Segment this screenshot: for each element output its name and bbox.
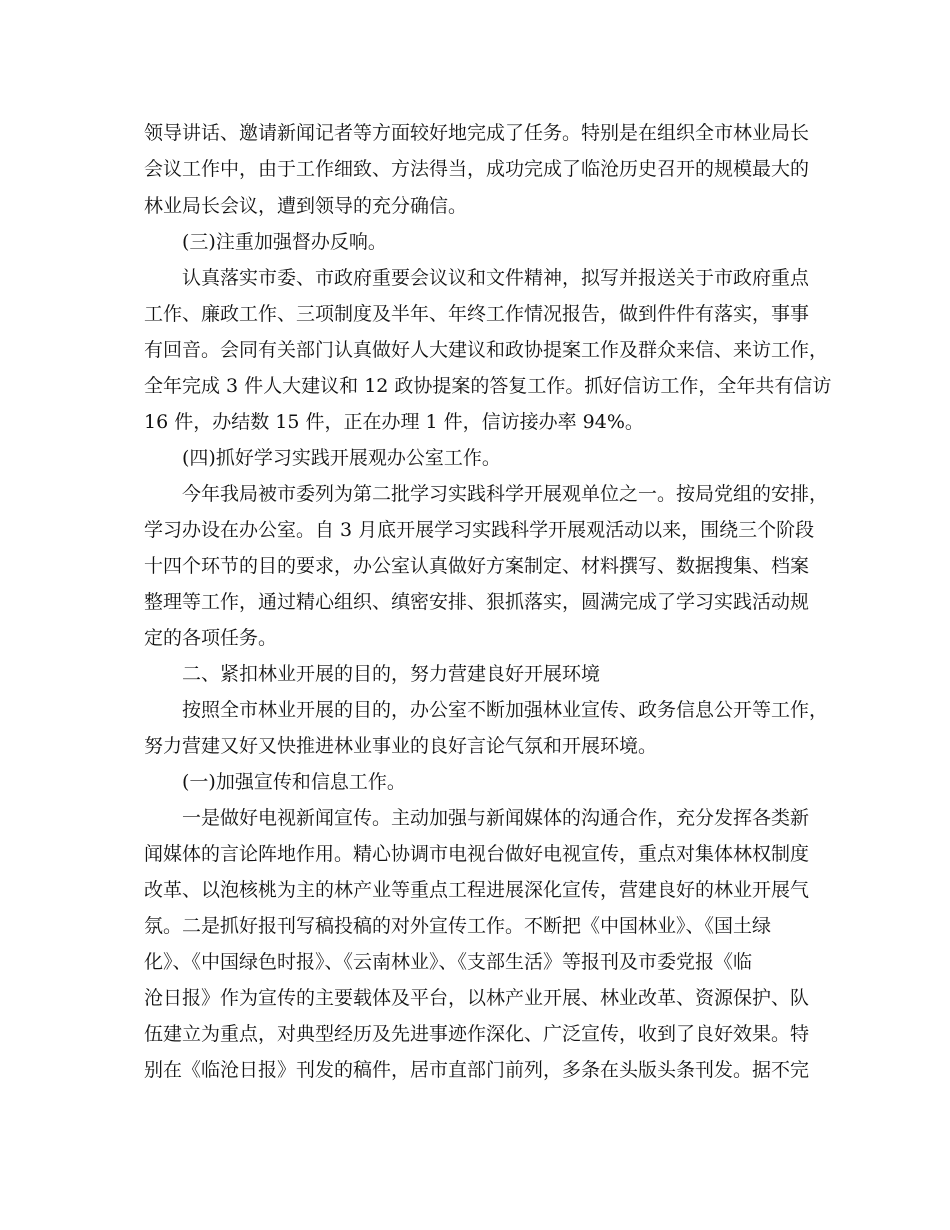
section-heading: (一)加强宣传和信息工作。 [182,771,406,793]
paragraph-line: 领导讲话、邀请新闻记者等方面较好地完成了任务。特别是在组织全市林业局长 [144,122,810,144]
paragraph-line: 沧日报》作为宣传的主要载体及平台，以林产业开展、林业改革、资源保护、队 [144,987,810,1009]
paragraph-line: 化》、《中国绿色时报》、《云南林业》、《支部生活》等报刊及市委党报《临 [144,951,753,973]
paragraph-line: 学习办设在办公室。自 3 月底开展学习实践科学开展观活动以来，围绕三个阶段 [144,519,815,541]
paragraph-line: 16 件，办结数 15 件，正在办理 1 件，信访接办率 94%。 [144,411,644,433]
paragraph-line: 伍建立为重点，对典型经历及先进事迹作深化、广泛宣传，收到了良好效果。特 [144,1023,810,1045]
paragraph-line: 十四个环节的目的要求，办公室认真做好方案制定、材料撰写、数据搜集、档案 [144,555,810,577]
paragraph-line: 有回音。会同有关部门认真做好人大建议和政协提案工作及群众来信、来访工作， [144,339,829,361]
paragraph-line: 按照全市林业开展的目的，办公室不断加强林业宣传、政务信息公开等工作， [182,699,829,721]
paragraph-line: 整理等工作，通过精心组织、缜密安排、狠抓落实，圆满完成了学习实践活动规 [144,591,810,613]
paragraph-line: 林业局长会议，遭到领导的充分确信。 [144,195,468,217]
paragraph-line: 会议工作中，由于工作细致、方法得当，成功完成了临沧历史召开的规模最大的 [144,158,810,180]
paragraph-line: 今年我局被市委列为第二批学习实践科学开展观单位之一。按局党组的安排， [182,483,829,505]
section-heading: 二、紧扣林业开展的目的，努力营建良好开展环境 [182,663,601,685]
paragraph-line: 定的各项任务。 [144,627,278,649]
section-heading: (三)注重加强督办反响。 [182,231,387,253]
paragraph-line: 闻媒体的言论阵地作用。精心协调市电视台做好电视宣传，重点对集体林权制度 [144,843,810,865]
paragraph-line: 认真落实市委、市政府重要会议议和文件精神，拟写并报送关于市政府重点 [182,267,810,289]
paragraph-line: 氛。二是抓好报刊写稿投稿的对外宣传工作。不断把《中国林业》、《国土绿 [144,915,772,937]
section-heading: (四)抓好学习实践开展观办公室工作。 [182,447,501,469]
paragraph-line: 别在《临沧日报》刊发的稿件，居市直部门前列，多条在头版头条刊发。据不完 [144,1059,810,1081]
paragraph-line: 一是做好电视新闻宣传。主动加强与新闻媒体的沟通合作，充分发挥各类新 [182,807,810,829]
paragraph-line: 工作、廉政工作、三项制度及半年、年终工作情况报告，做到件件有落实，事事 [144,303,810,325]
paragraph-line: 努力营建又好又快推进林业事业的良好言论气氛和开展环境。 [144,735,658,757]
paragraph-line: 全年完成 3 件人大建议和 12 政协提案的答复工作。抓好信访工作，全年共有信访 [144,375,832,397]
paragraph-line: 改革、以泡核桃为主的林产业等重点工程进展深化宣传，营建良好的林业开展气 [144,879,810,901]
